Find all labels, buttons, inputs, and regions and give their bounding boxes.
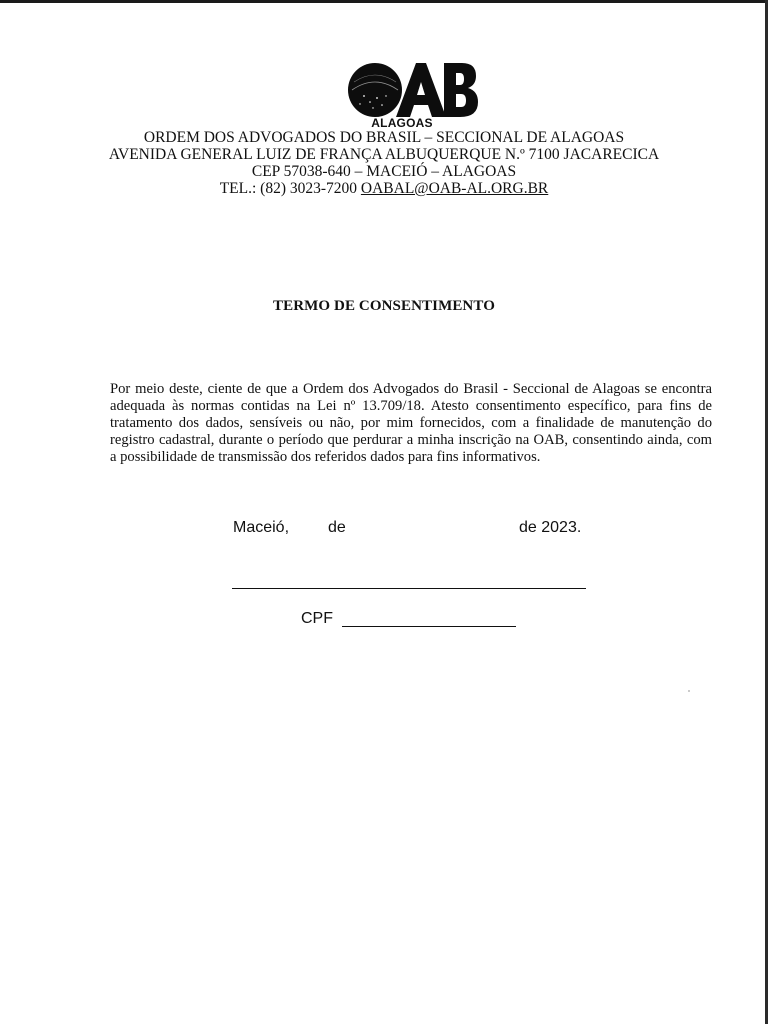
org-phone: TEL.: (82) 3023-7200 [219, 180, 358, 197]
oab-logo [346, 60, 480, 118]
date-de: de [328, 519, 346, 536]
org-city: CEP 57038-640 – MACEIÓ – ALAGOAS [251, 163, 517, 180]
org-contact [0, 180, 768, 197]
document-title: TERMO DE CONSENTIMENTO [273, 298, 495, 314]
org-email-link[interactable]: OABAL@OAB-AL.ORG.BR [360, 180, 549, 197]
cpf-label: CPF [301, 610, 333, 627]
date-year: de 2023. [519, 519, 582, 536]
org-name: ORDEM DOS ADVOGADOS DO BRASIL – SECCIONAL DE ALAGOAS [143, 129, 625, 146]
scan-top-edge [0, 0, 768, 3]
date-city: Maceió, [233, 519, 290, 536]
document-body: Por meio deste, ciente de que a Ordem dos Advogados do Brasil - Seccional de Alagoas se encontra adequada às normas contidas na Lei nº 13.709/18. Atesto consentimento específico, para fins de tratamento dos dados, sensíveis ou não, por mim fornecidos, com a finalidade de manutenção do registro cadastral, durante o período que perdurar a minha inscrição na OAB, consentindo ainda, com a possibilidade de transmissão dos referidos dados para fins informativos. [110, 381, 712, 465]
logo-subtitle: ALAGOAS [371, 116, 433, 130]
org-address: AVENIDA GENERAL LUIZ DE FRANÇA ALBUQUERQUE N.º 7100 JACARECICA [108, 146, 660, 163]
cpf-field-line[interactable] [342, 626, 516, 627]
signature-line[interactable] [232, 588, 586, 589]
scan-speck [688, 690, 690, 692]
